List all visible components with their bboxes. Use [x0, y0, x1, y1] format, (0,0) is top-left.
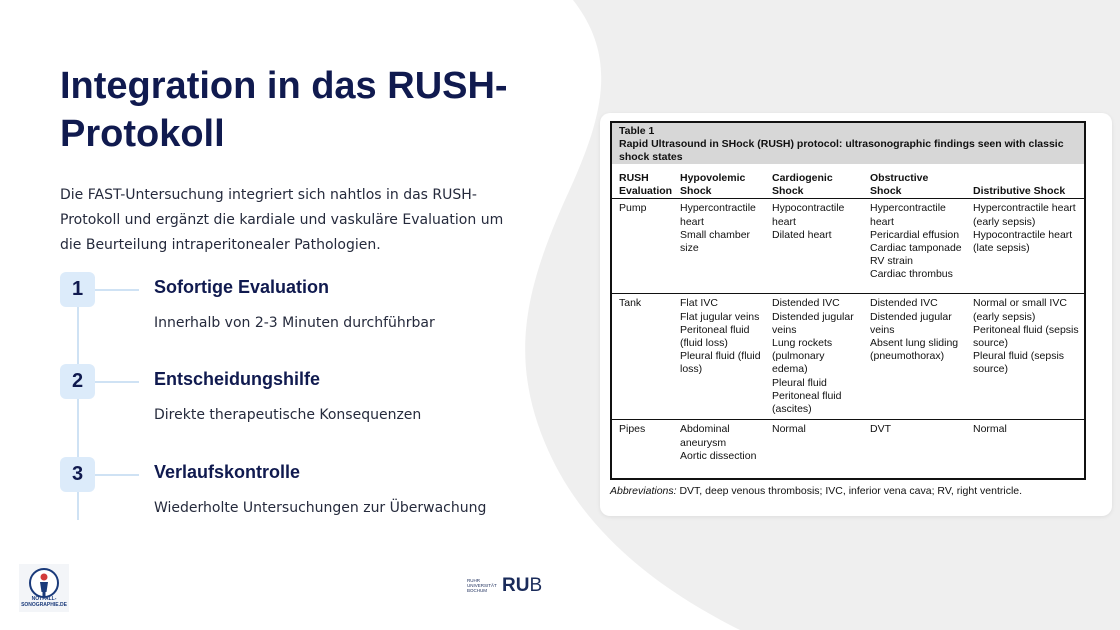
table-cell	[966, 294, 1084, 420]
table-header-row	[612, 164, 1084, 199]
cell-line: RV strain	[870, 255, 913, 268]
footnote-text: DVT, deep venous thrombosis; IVC, inferior vena cava; RV, right ventricle.	[676, 485, 1023, 497]
table-caption-number: Table 1	[619, 125, 655, 137]
cell-line: Hypercontractile heart	[680, 202, 756, 228]
rub-logo	[502, 575, 542, 597]
table-cell	[863, 199, 966, 294]
table-cell	[673, 294, 765, 420]
cell-line: Lung rockets (pulmonary edema)	[772, 337, 833, 376]
notfall-logo-text: NOTFALL-SONOGRAPHIE.DE	[21, 596, 67, 608]
step-connector	[95, 381, 139, 383]
cell-line: Peritoneal fluid (sepsis source)	[973, 323, 1079, 350]
table-row	[612, 420, 1084, 478]
step-item-1	[60, 272, 530, 352]
table-cell	[673, 199, 765, 294]
cell-line: Cardiac tamponade	[870, 242, 962, 255]
cell-line: Abdominal aneurysm	[680, 423, 730, 449]
rush-table	[610, 121, 1086, 480]
cell-line: Pleural fluid	[772, 376, 827, 389]
intro-paragraph: Die FAST-Untersuchung integriert sich nahtlos in das RUSH-Protokoll und ergänzt die kardiale und vaskuläre Evaluation um die Beurteilung intraperitonealer Pathologien.	[60, 187, 504, 253]
findings-table	[612, 164, 1084, 478]
footnote-label: Abbreviations:	[610, 485, 677, 497]
step-description: Wiederholte Untersuchungen zur Überwachung	[154, 500, 487, 516]
table-caption	[612, 123, 1084, 164]
step-title: Sofortige Evaluation	[154, 277, 330, 297]
rub-logo-regular: B	[529, 575, 543, 596]
cell-line: Hypocontractile heart (late sepsis)	[973, 228, 1073, 255]
step-description: Direkte therapeutische Konsequenzen	[154, 407, 422, 423]
rub-line: BOCHUM	[467, 588, 487, 593]
row-label: Tank	[612, 294, 673, 420]
step-item-2	[60, 364, 530, 444]
cell-line: Normal	[772, 423, 806, 436]
step-number-badge: 1	[60, 272, 95, 307]
table-cell	[966, 199, 1084, 294]
column-header: Hypovolemic Shock	[673, 164, 765, 199]
table-cell	[765, 420, 863, 478]
rub-small-text	[467, 578, 497, 593]
step-number-badge: 2	[60, 364, 95, 399]
row-label: Pipes	[619, 423, 646, 436]
cell-line: Peritoneal fluid (ascites)	[772, 389, 842, 416]
cell-line: Normal or small IVC (early sepsis)	[973, 297, 1067, 323]
rub-line: UNIVERSITÄT	[467, 583, 497, 588]
cell-line: Cardiac thrombus	[870, 268, 953, 281]
cell-line: Pleural fluid (sepsis source)	[973, 350, 1065, 376]
cell-line: Distended IVC	[772, 297, 840, 310]
column-header: Obstructive Shock	[863, 164, 966, 199]
table-row	[612, 199, 1084, 294]
cell-line: Distended IVC	[870, 297, 938, 310]
table-cell	[673, 420, 765, 478]
cell-line: Peritoneal fluid (fluid loss)	[680, 323, 750, 350]
cell-line: Pericardial effusion	[870, 228, 960, 241]
column-header: RUSH Evaluation	[612, 164, 673, 199]
table-row	[612, 294, 1084, 420]
table-cell	[765, 199, 863, 294]
table-cell	[863, 294, 966, 420]
step-connector	[95, 289, 139, 291]
steps-timeline	[60, 272, 530, 522]
rub-logo-bold: RU	[502, 575, 530, 596]
table-cell	[863, 420, 966, 478]
step-connector	[95, 474, 139, 476]
column-header: Cardiogenic Shock	[765, 164, 863, 199]
step-number-badge: 3	[60, 457, 95, 492]
step-title: Entscheidungshilfe	[154, 369, 321, 389]
cell-line: Distended jugular veins	[870, 310, 952, 336]
step-description: Innerhalb von 2-3 Minuten durchführbar	[154, 315, 435, 331]
table-footnote	[610, 485, 1022, 497]
cell-line: DVT	[870, 423, 891, 436]
cell-line: Absent lung sliding (pneumothorax)	[870, 337, 959, 363]
cell-line: Flat jugular veins	[680, 310, 760, 323]
cell-line: Flat IVC	[680, 297, 718, 310]
cell-line: Hypocontractile heart	[772, 202, 845, 228]
table-cell	[966, 420, 1084, 478]
cell-line: Dilated heart	[772, 228, 832, 241]
step-item-3	[60, 457, 530, 537]
table-caption-text: Rapid Ultrasound in SHock (RUSH) protocol: ultrasonographic findings seen with classic shock states	[619, 138, 1064, 164]
cell-line: Small chamber size	[680, 228, 751, 255]
column-header: Distributive Shock	[966, 164, 1084, 199]
cell-line: Hypercontractile heart (early sepsis)	[973, 202, 1076, 228]
table-cell	[765, 294, 863, 420]
cell-line: Distended jugular veins	[772, 310, 854, 336]
cell-line: Aortic dissection	[680, 449, 757, 462]
cell-line: Hypercontractile heart	[870, 202, 946, 228]
cell-line: Normal	[973, 423, 1007, 436]
page-title: Integration in das RUSH-Protokoll	[60, 65, 508, 155]
step-title: Verlaufskontrolle	[154, 462, 301, 482]
cell-line: Pleural fluid (fluid loss)	[680, 350, 761, 376]
table-image-card	[600, 113, 1112, 516]
row-label: Pump	[612, 199, 673, 294]
rub-line: RUHR	[467, 578, 480, 583]
